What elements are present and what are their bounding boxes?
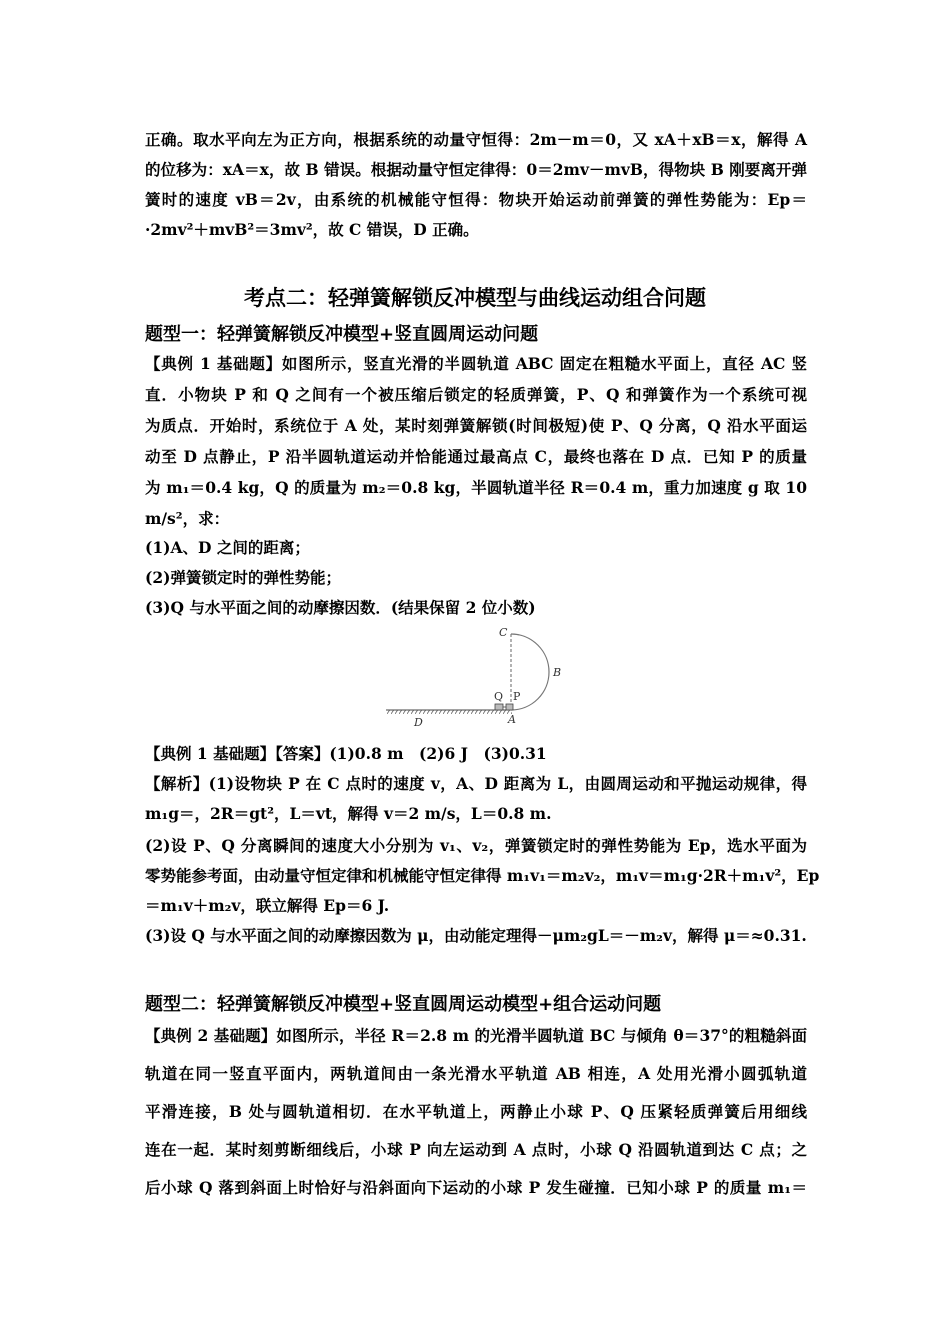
type1-title: 题型一：轻弹簧解锁反冲模型+竖直圆周运动问题: [145, 324, 539, 345]
text-line: ＝m₁v＋m₂v，联立解得 Ep＝6 J.: [145, 896, 390, 915]
text-line: 的位移为：xA＝x，故 B 错误。根据动量守恒定律得：0＝2mv－mvB，得物块 B 刚要离开弹: [145, 160, 807, 179]
section-title: 考点二：轻弹簧解锁反冲模型与曲线运动组合问题: [244, 286, 706, 310]
text-line: 直．小物块 P 和 Q 之间有一个被压缩后锁定的轻质弹簧，P、Q 和弹簧作为一个系统可视: [145, 385, 807, 404]
text-line: m₁g＝，2R＝gt²，L＝vt，解得 v＝2 m/s，L＝0.8 m.: [145, 804, 552, 823]
text-line: 正确。取水平向左为正方向，根据系统的动量守恒得：2m－m＝0，又 xA＋xB＝x，解得 A: [145, 130, 807, 149]
label-d: D: [414, 716, 423, 729]
text-line: 【典例 1 基础题】如图所示，竖直光滑的半圆轨道 ABC 固定在粗糙水平面上，直径 AC 竖: [145, 354, 807, 373]
track-diagram-svg: [383, 624, 573, 732]
label-c: C: [499, 626, 508, 639]
text-line: 【典例 2 基础题】如图所示，半径 R＝2.8 m 的光滑半圆轨道 BC 与倾角 θ＝37°的粗糙斜面: [145, 1026, 807, 1045]
question-item: (1)A、D 之间的距离；: [145, 538, 310, 557]
text-line: 【解析】(1)设物块 P 在 C 点时的速度 v，A、D 距离为 L，由圆周运动和平抛运动规律，得: [145, 774, 807, 793]
text-line: 为质点．开始时，系统位于 A 处，某时刻弹簧解锁(时间极短)使 P、Q 分离，Q 沿水平面运: [145, 416, 807, 435]
question-item: (2)弹簧锁定时的弹性势能；: [145, 568, 341, 587]
text-line: 零势能参考面，由动量守恒定律和机械能守恒定律得 m₁v₁＝m₂v₂，m₁v＝m₁g·2R＋m₁v²，Ep: [145, 866, 820, 885]
block-q: [495, 704, 503, 710]
block-p: [506, 704, 513, 710]
text-line: 簧时的速度 vB＝2v，由系统的机械能守恒得：物块开始运动前弹簧的弹性势能为：Ep＝: [145, 190, 807, 209]
text-line: (2)设 P、Q 分离瞬间的速度大小分别为 v₁、v₂，弹簧锁定时的弹性势能为 Ep，选水平面为: [145, 836, 807, 855]
label-q: Q: [494, 690, 504, 703]
text-line: 轨道在同一竖直平面内，两轨道间由一条光滑水平轨道 AB 相连，A 处用光滑小圆弧轨道: [145, 1064, 807, 1083]
text-line: 平滑连接，B 处与圆轨道相切．在水平轨道上，两静止小球 P、Q 压紧轻质弹簧后用细线: [145, 1102, 807, 1121]
text-line: 为 m₁＝0.4 kg，Q 的质量为 m₂＝0.8 kg，半圆轨道半径 R＝0.4 m，重力加速度 g 取 10: [145, 478, 807, 497]
text-line: ·2mv²＋mvB²＝3mv²，故 C 错误，D 正确。: [145, 220, 479, 239]
type2-title: 题型二：轻弹簧解锁反冲模型+竖直圆周运动模型+组合运动问题: [145, 994, 662, 1015]
question-item: (3)Q 与水平面之间的动摩擦因数．(结果保留 2 位小数): [145, 598, 536, 617]
answer-line: 【典例 1 基础题】【答案】(1)0.8 m (2)6 J (3)0.31: [145, 744, 547, 763]
text-line: m/s²，求：: [145, 509, 230, 528]
text-line: 动至 D 点静止，P 沿半圆轨道运动并恰能通过最高点 C，最终也落在 D 点．已知 P 的质量: [145, 447, 807, 466]
label-b: B: [553, 666, 562, 679]
track-diagram: [383, 624, 573, 732]
label-a: A: [508, 713, 516, 726]
text-line: 后小球 Q 落到斜面上时恰好与沿斜面向下运动的小球 P 发生碰撞．已知小球 P 的质量 m₁＝: [145, 1178, 807, 1197]
text-line: 连在一起．某时刻剪断细线后，小球 P 向左运动到 A 点时，小球 Q 沿圆轨道到达 C 点；之: [145, 1140, 807, 1159]
text-line: (3)设 Q 与水平面之间的动摩擦因数为 μ，由动能定理得－μm₂gL＝－m₂v，解得 μ＝≈0.31.: [145, 926, 807, 945]
label-p: P: [513, 690, 521, 703]
ground-hatching: [386, 710, 512, 714]
